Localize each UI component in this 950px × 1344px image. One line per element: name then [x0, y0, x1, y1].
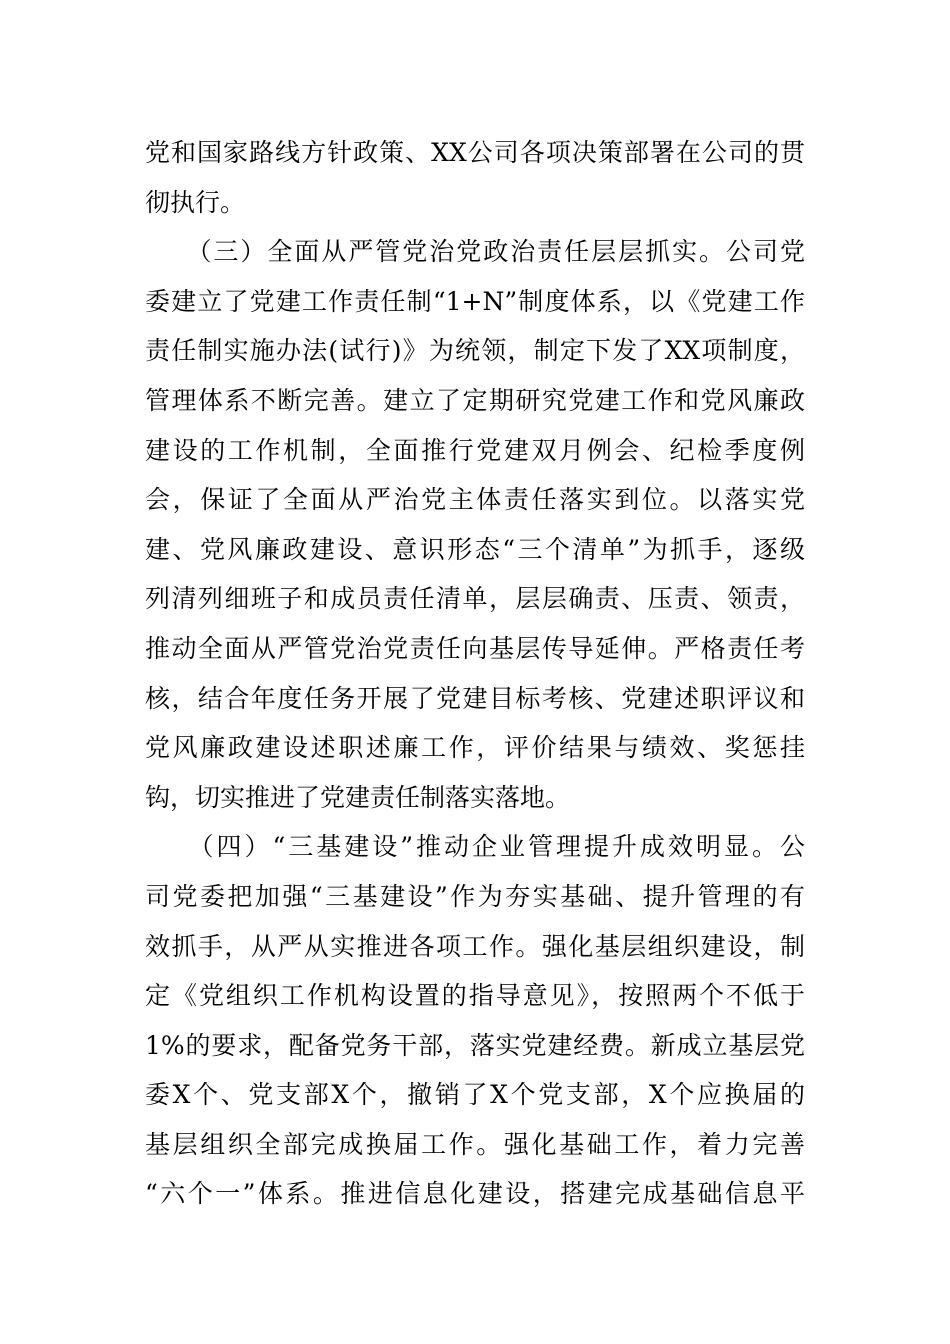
text-line: 委X个、党支部X个，撤销了X个党支部，X个应换届的 — [145, 1080, 805, 1110]
text-line: 列清列细班子和成员责任清单，层层确责、压责、领责， — [145, 584, 805, 614]
text-line: 彻执行。 — [145, 187, 246, 217]
text-line: 钩，切实推进了党建责任制落实落地。 — [145, 782, 571, 812]
text-line: 管理体系不断完善。建立了定期研究党建工作和党风廉政 — [145, 385, 805, 415]
text-line: 党和国家路线方针政策、XX公司各项决策部署在公司的贯 — [145, 138, 805, 167]
text-line: 1%的要求，配备党务干部，落实党建经费。新成立基层党 — [145, 1030, 805, 1060]
text-line: 责任制实施办法(试行)》为统领，制定下发了XX项制度， — [145, 336, 805, 366]
text-line: （四）“三基建设”推动企业管理提升成效明显。公 — [145, 832, 805, 862]
text-line: “六个一”体系。推进信息化建设，搭建完成基础信息平 — [145, 1179, 805, 1209]
text-line: 委建立了党建工作责任制“1+N”制度体系，以《党建工作 — [145, 286, 805, 316]
text-line: （三）全面从严管党治党政治责任层层抓实。公司党 — [145, 237, 805, 267]
text-line: 会，保证了全面从严治党主体责任落实到位。以落实党 — [145, 485, 805, 515]
body-text — [145, 128, 805, 1219]
text-line: 建设的工作机制，全面推行党建双月例会、纪检季度例 — [145, 435, 805, 465]
text-line: 司党委把加强“三基建设”作为夯实基础、提升管理的有 — [145, 881, 805, 911]
text-line: 建、党风廉政建设、意识形态“三个清单”为抓手，逐级 — [145, 534, 805, 564]
text-line: 推动全面从严管党治党责任向基层传导延伸。严格责任考 — [145, 633, 805, 663]
text-line: 基层组织全部完成换届工作。强化基础工作，着力完善 — [145, 1129, 805, 1159]
text-line: 效抓手，从严从实推进各项工作。强化基层组织建设，制 — [145, 931, 805, 961]
text-line: 核，结合年度任务开展了党建目标考核、党建述职评议和 — [145, 683, 805, 713]
text-line: 党风廉政建设述职述廉工作，评价结果与绩效、奖惩挂 — [145, 733, 805, 763]
text-line: 定《党组织工作机构设置的指导意见》，按照两个不低于 — [145, 981, 805, 1011]
